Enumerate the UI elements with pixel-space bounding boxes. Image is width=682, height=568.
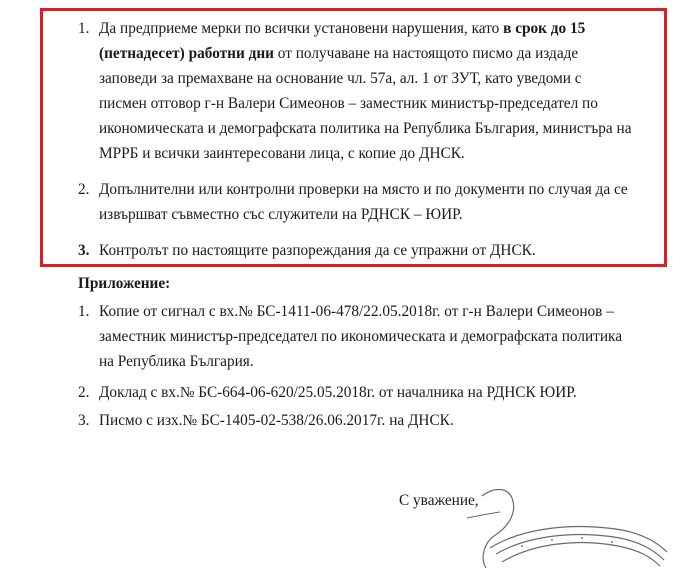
- order-line: заповеди за премахване на основание чл. 57а, ал. 1 от ЗУТ, като уведоми с: [99, 70, 582, 87]
- attachment-number: 2.: [78, 384, 90, 401]
- attachments-heading: Приложение:: [78, 275, 171, 292]
- order-line: извършват съвместно със служители на РДНСК – ЮИР.: [99, 206, 463, 223]
- attachment-number: 3.: [78, 412, 90, 429]
- line-text: от получаване на настоящото писмо да издаде: [273, 45, 579, 62]
- line-text: Да предприеме мерки по всички установени нарушения, като: [99, 20, 504, 37]
- order-line: МРРБ и всички заинтересовани лица, с копие до ДНСК.: [99, 145, 465, 162]
- order-number: 2.: [78, 181, 90, 198]
- order-line: Допълнителни или контролни проверки на място и по документи по случая да се: [99, 181, 628, 198]
- attachment-line: на Република България.: [99, 353, 254, 370]
- order-line: [99, 20, 656, 38]
- order-line: Контролът по настоящите разпореждания да се упражни от ДНСК.: [99, 242, 536, 259]
- attachment-line: заместник министър-председател по икономическата и демографската политика: [99, 328, 623, 345]
- line-bold-text: (петнадесет) работни дни: [99, 45, 274, 62]
- line-bold-text: в срок до 15: [503, 20, 586, 37]
- order-line: писмен отговор г-н Валери Симеонов – заместник министър-председател по: [99, 95, 598, 112]
- order-line: [99, 45, 656, 63]
- order-number: 3.: [78, 242, 90, 259]
- attachment-number: 1.: [78, 303, 90, 320]
- attachment-line: Доклад с вх.№ БС-664-06-620/25.05.2018г. от началника на РДНСК ЮИР.: [99, 384, 577, 401]
- order-number: 1.: [78, 20, 90, 37]
- attachment-line: Писмо с изх.№ БС-1405-02-538/26.06.2017г. на ДНСК.: [99, 412, 454, 429]
- attachment-line: Копие от сигнал с вх.№ БС-1411-06-478/22.05.2018г. от г-н Валери Симеонов –: [99, 303, 614, 320]
- closing-salutation: С уважение,: [399, 492, 479, 509]
- official-stamp-image: [452, 488, 672, 568]
- order-line: икономическата и демографската политика на Република България, министъра на: [99, 120, 632, 137]
